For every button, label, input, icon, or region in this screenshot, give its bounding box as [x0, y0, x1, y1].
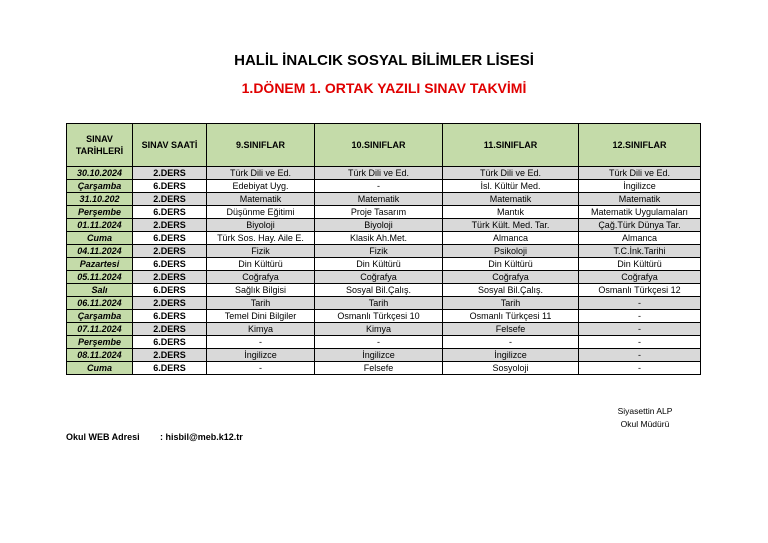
exam-period-cell: 2.DERS — [133, 219, 207, 232]
grade12-cell: Din Kültürü — [579, 258, 701, 271]
grade9-cell: Temel Dini Bilgiler — [207, 310, 315, 323]
exam-date-cell: 30.10.2024 — [67, 167, 133, 180]
grade10-cell: Proje Tasarım — [315, 206, 443, 219]
grade11-cell: Türk Kült. Med. Tar. — [443, 219, 579, 232]
exam-date-cell: Pazartesi — [67, 258, 133, 271]
grade12-cell: Matematik — [579, 193, 701, 206]
exam-period-cell: 6.DERS — [133, 232, 207, 245]
table-row — [67, 258, 701, 271]
column-header: SINAV TARİHLERİ — [67, 124, 133, 167]
grade9-cell: Düşünme Eğitimi — [207, 206, 315, 219]
grade10-cell: Biyoloji — [315, 219, 443, 232]
grade9-cell: Sağlık Bilgisi — [207, 284, 315, 297]
grade12-cell: Coğrafya — [579, 271, 701, 284]
signature-block — [590, 405, 700, 431]
exam-period-cell: 2.DERS — [133, 349, 207, 362]
exam-date-cell: 08.11.2024 — [67, 349, 133, 362]
exam-period-cell: 2.DERS — [133, 193, 207, 206]
column-header: 11.SINIFLAR — [443, 124, 579, 167]
grade10-cell: Din Kültürü — [315, 258, 443, 271]
grade11-cell: - — [443, 336, 579, 349]
grade10-cell: - — [315, 180, 443, 193]
grade12-cell: - — [579, 336, 701, 349]
grade11-cell: Coğrafya — [443, 271, 579, 284]
table-row — [67, 206, 701, 219]
exam-period-cell: 6.DERS — [133, 180, 207, 193]
exam-date-cell: Perşembe — [67, 206, 133, 219]
exam-date-cell: Perşembe — [67, 336, 133, 349]
table-body — [67, 167, 701, 375]
exam-date-cell: 05.11.2024 — [67, 271, 133, 284]
grade10-cell: Matematik — [315, 193, 443, 206]
grade12-cell: - — [579, 349, 701, 362]
grade12-cell: - — [579, 362, 701, 375]
grade10-cell: - — [315, 336, 443, 349]
grade10-cell: Fizik — [315, 245, 443, 258]
exam-schedule-table — [66, 123, 701, 375]
exam-period-cell: 6.DERS — [133, 206, 207, 219]
grade10-cell: Tarih — [315, 297, 443, 310]
table-row — [67, 167, 701, 180]
grade10-cell: Sosyal Bil.Çalış. — [315, 284, 443, 297]
table-row — [67, 271, 701, 284]
grade10-cell: Osmanlı Türkçesi 10 — [315, 310, 443, 323]
table-row — [67, 310, 701, 323]
grade10-cell: Kimya — [315, 323, 443, 336]
grade11-cell: Tarih — [443, 297, 579, 310]
exam-date-cell: Çarşamba — [67, 180, 133, 193]
grade10-cell: Klasik Ah.Met. — [315, 232, 443, 245]
grade10-cell: Felsefe — [315, 362, 443, 375]
grade10-cell: Türk Dili ve Ed. — [315, 167, 443, 180]
exam-date-cell: 07.11.2024 — [67, 323, 133, 336]
grade11-cell: Almanca — [443, 232, 579, 245]
exam-period-cell: 2.DERS — [133, 271, 207, 284]
exam-period-cell: 2.DERS — [133, 297, 207, 310]
table-row — [67, 245, 701, 258]
exam-date-cell: Cuma — [67, 362, 133, 375]
exam-date-cell: 01.11.2024 — [67, 219, 133, 232]
column-header: 12.SINIFLAR — [579, 124, 701, 167]
grade9-cell: Tarih — [207, 297, 315, 310]
school-name: HALİL İNALCIK SOSYAL BİLİMLER LİSESİ — [234, 52, 534, 69]
exam-date-cell: 04.11.2024 — [67, 245, 133, 258]
web-address-label: Okul WEB Adresi — [66, 432, 140, 442]
grade9-cell: Türk Dili ve Ed. — [207, 167, 315, 180]
exam-period-cell: 6.DERS — [133, 258, 207, 271]
grade11-cell: İngilizce — [443, 349, 579, 362]
table-row — [67, 297, 701, 310]
grade9-cell: Edebiyat Uyg. — [207, 180, 315, 193]
column-header: 9.SINIFLAR — [207, 124, 315, 167]
exam-date-cell: Cuma — [67, 232, 133, 245]
grade9-cell: - — [207, 336, 315, 349]
table-row — [67, 323, 701, 336]
exam-date-cell: 06.11.2024 — [67, 297, 133, 310]
exam-period-cell: 2.DERS — [133, 167, 207, 180]
grade11-cell: Osmanlı Türkçesi 11 — [443, 310, 579, 323]
principal-title: Okul Müdürü — [620, 419, 670, 429]
grade11-cell: İsl. Kültür Med. — [443, 180, 579, 193]
grade12-cell: - — [579, 297, 701, 310]
exam-date-cell: 31.10.202 — [67, 193, 133, 206]
grade9-cell: Matematik — [207, 193, 315, 206]
table-row — [67, 349, 701, 362]
grade12-cell: T.C.İnk.Tarihi — [579, 245, 701, 258]
grade9-cell: Türk Sos. Hay. Aile E. — [207, 232, 315, 245]
table-row — [67, 219, 701, 232]
grade9-cell: - — [207, 362, 315, 375]
table-row — [67, 336, 701, 349]
exam-date-cell: Salı — [67, 284, 133, 297]
grade12-cell: - — [579, 310, 701, 323]
grade12-cell: Türk Dili ve Ed. — [579, 167, 701, 180]
grade9-cell: Coğrafya — [207, 271, 315, 284]
exam-period-cell: 6.DERS — [133, 284, 207, 297]
grade9-cell: Fizik — [207, 245, 315, 258]
grade9-cell: Din Kültürü — [207, 258, 315, 271]
table-row — [67, 180, 701, 193]
exam-calendar-title: 1.DÖNEM 1. ORTAK YAZILI SINAV TAKVİMİ — [241, 80, 527, 96]
table-row — [67, 284, 701, 297]
grade10-cell: İngilizce — [315, 349, 443, 362]
grade9-cell: Biyoloji — [207, 219, 315, 232]
grade11-cell: Mantık — [443, 206, 579, 219]
table-row — [67, 193, 701, 206]
exam-period-cell: 2.DERS — [133, 323, 207, 336]
table-header-row — [67, 124, 701, 167]
grade11-cell: Felsefe — [443, 323, 579, 336]
grade11-cell: Sosyoloji — [443, 362, 579, 375]
grade11-cell: Psikoloji — [443, 245, 579, 258]
grade11-cell: Türk Dili ve Ed. — [443, 167, 579, 180]
exam-period-cell: 6.DERS — [133, 336, 207, 349]
grade12-cell: İngilizce — [579, 180, 701, 193]
column-header: SINAV SAATİ — [133, 124, 207, 167]
web-address — [66, 432, 243, 442]
grade9-cell: Kimya — [207, 323, 315, 336]
grade11-cell: Matematik — [443, 193, 579, 206]
exam-period-cell: 6.DERS — [133, 310, 207, 323]
grade12-cell: Çağ.Türk Dünya Tar. — [579, 219, 701, 232]
principal-name: Siyasettin ALP — [617, 406, 673, 416]
grade12-cell: Matematik Uygulamaları — [579, 206, 701, 219]
exam-period-cell: 6.DERS — [133, 362, 207, 375]
column-header: 10.SINIFLAR — [315, 124, 443, 167]
grade12-cell: Almanca — [579, 232, 701, 245]
grade11-cell: Sosyal Bil.Çalış. — [443, 284, 579, 297]
grade12-cell: - — [579, 323, 701, 336]
grade10-cell: Coğrafya — [315, 271, 443, 284]
grade11-cell: Din Kültürü — [443, 258, 579, 271]
grade12-cell: Osmanlı Türkçesi 12 — [579, 284, 701, 297]
table-row — [67, 362, 701, 375]
grade9-cell: İngilizce — [207, 349, 315, 362]
table-row — [67, 232, 701, 245]
web-address-value: : hisbil@meb.k12.tr — [160, 432, 243, 442]
exam-date-cell: Çarşamba — [67, 310, 133, 323]
exam-period-cell: 2.DERS — [133, 245, 207, 258]
